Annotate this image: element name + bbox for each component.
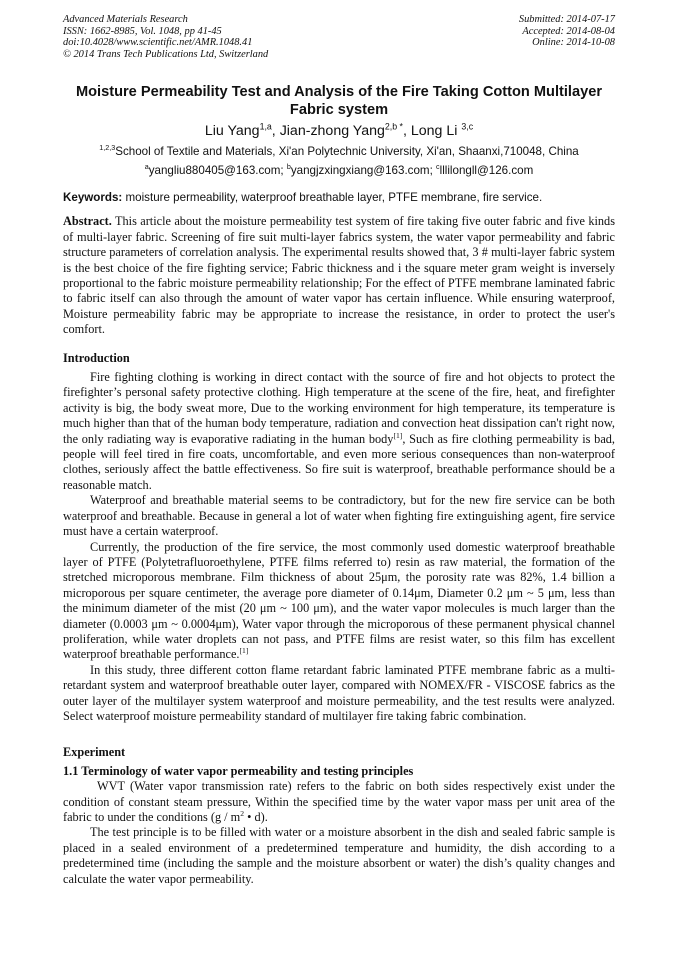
paragraph-text: Currently, the production of the fire service, the most commonly used domestic waterproof breathable layer of PTFE (Polytetrafluoroethylene, PTFE films referred to) resin as raw material, the formation of the stretched microporous membrane. Film thickness of about 25μm, the porosity rate was 82%, 1.4 billion a microporous per square centimeter, the average pore diameter of 0.14μm, Diameter 0.2 μm ~ 5 μm, less than the minimum diameter of the mist (20 μm ~ 100 μm), and the water vapor molecules is much larger than the diameter (0.0003 μm ~ 0.0004μm), Water vapor through the microporous of these permanent physical channel proliferation, while water droplets can not pass, and PTFE films are resist water, so this film has excellent waterproof breathable performance. [63, 539, 615, 662]
keywords-text: moisture permeability, waterproof breathable layer, PTFE membrane, fire service. [122, 191, 543, 205]
author-separator: , [271, 123, 280, 140]
paragraph: Waterproof and breathable material seems to be contradictory, but for the new fire service can be both waterproof and breathable. Because in general a lot of water when fighting fire extinguishing agent, fire service must have a certain waterproof. [63, 493, 615, 539]
accepted-date: Accepted: 2014-08-04 [522, 25, 615, 37]
journal-info [63, 14, 268, 60]
email-address: lllilongll@126.com [439, 164, 534, 178]
author-name: Liu Yang [204, 123, 260, 140]
email-mark: a [144, 162, 149, 172]
paper-title: Moisture Permeability Test and Analysis of the Fire Taking Cotton Multilayer Fabric system [75, 84, 602, 119]
submitted-date: Submitted: 2014-07-17 [518, 14, 615, 25]
affiliation-mark: 1,2,3 [99, 143, 116, 153]
paragraph-text: WVT (Water vapor transmission rate) refers to the fabric on both sides respectively exist under the condition of constant steam pressure, Within the specified time by the water vapor mass per unit area of the fabric to under the conditions (g / m [63, 779, 615, 824]
abstract-label: Abstract. [63, 214, 112, 229]
doi-line: doi:10.4028/www.scientific.net/AMR.1048.41 [63, 37, 253, 49]
superscript: 2 [240, 808, 245, 818]
journal-header [63, 14, 615, 60]
author-separator: , [402, 123, 411, 140]
email-mark: c [436, 162, 440, 172]
paragraph [63, 540, 615, 663]
email-address: yangjzxingxiang@163.com; [290, 164, 437, 178]
author-name: Long Li [410, 123, 462, 140]
abstract-text: This article about the moisture permeability test system of fire taking five outer fabric and five kinds of multi-layer fabric. Screening of fire suit multi-layer fabrics system, the water vapor permeability and fabric structure parameters of correlation analysis. The experimental results showed that, 3 # multi-layer fabric system is the best choice of the fire fighting service; Fabric thickness and i the square meter gram weight is inversely proportional to the fabric moisture permeability relationship; For the effect of PTFE membrane laminated fabric to fabric itself can also through the amount of water vapor has certain influence. While ensuring waterproof, Moisture permeability fabric may be appropriate to increase the resistance, in order to protect the user's comfort. [63, 214, 615, 337]
affiliation [63, 145, 615, 158]
author-affil-mark: 1,a [259, 121, 272, 132]
paragraph: The test principle is to be filled with water or a moisture absorbent in the dish and sealed fabric sample is placed in a sealed environment of a predetermined temperature and humidity, the dish according to a predetermined time (including the sample and the moisture absorbent or water) the dish’s quality changes and calculate the water vapor permeability. [63, 825, 615, 886]
paragraph-text: • d). [244, 810, 268, 824]
section-heading-introduction: Introduction [63, 350, 130, 365]
keywords-label: Keywords: [63, 191, 123, 205]
paper-page [63, 14, 615, 887]
author-list [63, 123, 615, 139]
journal-name: Advanced Materials Research [63, 14, 188, 25]
paragraph-text: Fire fighting clothing is working in direct contact with the source of fire and hot objects to protect the firefighter’s personal safety protective clothing. High temperature at the scene of the fire, heat, and firefighter activity is big, the body sweat more, Due to the working environment for high temperature, its temperature is much higher than that of the human body temperature, radiation and convection heat dissipation can't right now, the only radiating way is evaporative radiating in the human body [63, 370, 615, 446]
author-emails [63, 164, 615, 177]
subsection-heading: 1.1 Terminology of water vapor permeability and testing principles [63, 763, 414, 778]
paragraph-text: , Such as fire clothing permeability is bad, people will feel tired in fire coats, uncomfortable, and even more serious consequences than non-waterproof clothes, seriously affect the battle effectiveness. So fire suit is waterproof, breathable performance should be a reasonable match. [63, 431, 615, 492]
paragraph: In this study, three different cotton flame retardant fabric laminated PTFE membrane fabric as a multi-retardant system and waterproof breathable outer layer, compared with NOMEX/FR - VISCOSE fabrics as the outer layer of the multilayer system waterproof and moisture permeability, and the test results were analyzed. Select waterproof moisture permeability standard of multilayer fire taking fabric combination. [63, 662, 615, 723]
section-heading-experiment: Experiment [63, 745, 126, 760]
keywords [63, 191, 615, 204]
email-mark: b [286, 162, 291, 172]
affiliation-text: School of Textile and Materials, Xi'an Polytechnic University, Xi'an, Shaanxi,710048, China [115, 145, 579, 159]
author-name: Jian-zhong Yang [279, 123, 385, 140]
paragraph [63, 370, 615, 493]
dates-info [519, 14, 615, 60]
email-address: yangliu880405@163.com; [148, 164, 287, 178]
copyright-line: © 2014 Trans Tech Publications Ltd, Switzerland [63, 48, 269, 60]
online-date: Online: 2014-10-08 [532, 37, 615, 49]
paragraph [63, 779, 615, 825]
author-affil-mark: 3,c [461, 121, 474, 132]
abstract [63, 214, 615, 337]
citation: [1] [239, 646, 249, 656]
citation: [1] [393, 430, 403, 440]
author-affil-mark: 2,b * [384, 121, 403, 132]
issn-line: ISSN: 1662-8985, Vol. 1048, pp 41-45 [63, 25, 222, 37]
